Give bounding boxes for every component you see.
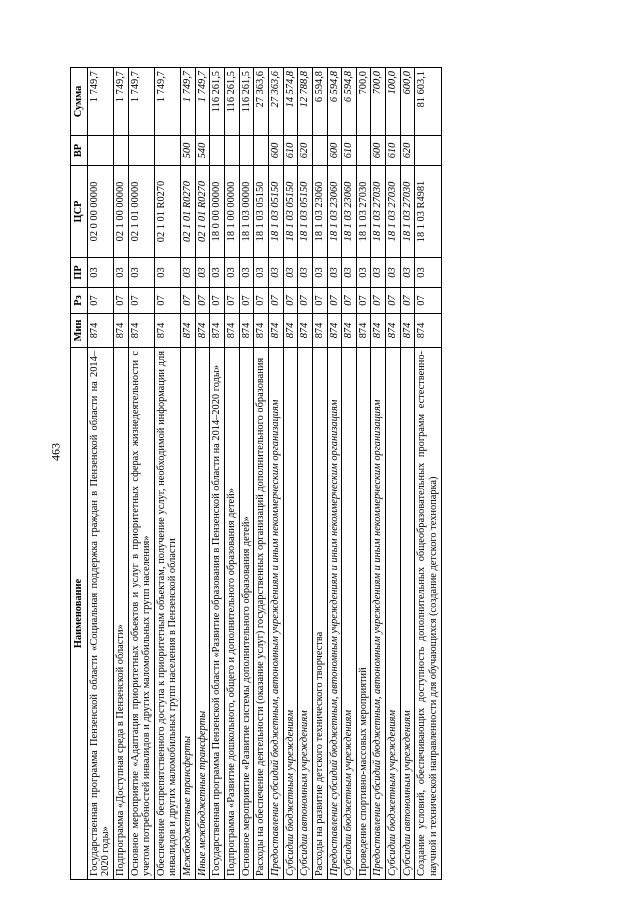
cell-vr <box>254 136 269 166</box>
cell-vr <box>312 136 327 166</box>
cell-min: 874 <box>87 314 113 348</box>
header-sum: Сумма <box>71 68 88 136</box>
cell-pr: 03 <box>400 258 415 288</box>
cell-pr: 03 <box>128 258 154 288</box>
cell-sum: 6 594,8 <box>342 68 357 136</box>
table-row <box>113 68 128 880</box>
cell-vr <box>113 136 128 166</box>
cell-pr: 03 <box>312 258 327 288</box>
cell-csr: 18 1 03 00000 <box>239 166 254 258</box>
cell-rz: 07 <box>400 288 415 314</box>
cell-pr: 03 <box>181 258 196 288</box>
cell-rz: 07 <box>154 288 180 314</box>
table-body <box>87 68 441 880</box>
cell-vr <box>415 136 441 166</box>
cell-rz: 07 <box>298 288 313 314</box>
header-vr: ВР <box>71 136 88 166</box>
cell-name: Субсидии автономным учреждениям <box>400 348 415 880</box>
cell-name: Иные межбюджетные трансферты <box>195 348 210 880</box>
table-row <box>128 68 154 880</box>
cell-sum: 12 788,8 <box>298 68 313 136</box>
cell-rz: 07 <box>268 288 283 314</box>
header-min: Мин <box>71 314 88 348</box>
cell-vr <box>210 136 225 166</box>
cell-min: 874 <box>128 314 154 348</box>
table-row <box>181 68 196 880</box>
cell-pr: 03 <box>195 258 210 288</box>
cell-name: Предоставление субсидий бюджетным, автономным учреждениям и иным некоммерческим организациям <box>327 348 342 880</box>
cell-sum: 1 749,7 <box>113 68 128 136</box>
cell-min: 874 <box>268 314 283 348</box>
cell-csr: 18 1 03 23060 <box>327 166 342 258</box>
header-rz: Рз <box>71 288 88 314</box>
cell-name: Расходы на обеспечение деятельности (оказание услуг) государственных организаций дополнительного образования <box>254 348 269 880</box>
cell-name: Подпрограмма «Развитие дошкольного, общего и дополнительного образования детей» <box>225 348 240 880</box>
cell-csr: 02 1 01 R0270 <box>154 166 180 258</box>
cell-sum: 27 363,6 <box>268 68 283 136</box>
cell-csr: 18 1 03 27030 <box>400 166 415 258</box>
cell-sum: 700,0 <box>371 68 386 136</box>
cell-rz: 07 <box>371 288 386 314</box>
cell-sum: 1 749,7 <box>87 68 113 136</box>
cell-pr: 03 <box>113 258 128 288</box>
header-name: Наименование <box>71 348 88 880</box>
cell-min: 874 <box>254 314 269 348</box>
cell-min: 874 <box>342 314 357 348</box>
cell-min: 874 <box>312 314 327 348</box>
cell-rz: 07 <box>181 288 196 314</box>
cell-sum: 14 574,8 <box>283 68 298 136</box>
cell-pr: 03 <box>225 258 240 288</box>
cell-vr: 620 <box>400 136 415 166</box>
cell-vr: 610 <box>386 136 401 166</box>
cell-sum: 6 594,8 <box>327 68 342 136</box>
table-row <box>312 68 327 880</box>
cell-csr: 02 1 00 00000 <box>113 166 128 258</box>
cell-min: 874 <box>181 314 196 348</box>
cell-name: Обеспечение беспрепятственного доступа к приоритетным объектам, получение услуг, необходимой информации для инвалидов и других маломобильных групп населения в Пензенской области <box>154 348 180 880</box>
cell-name: Проведение спортивно-массовых мероприятий <box>356 348 371 880</box>
cell-csr: 18 1 03 05150 <box>283 166 298 258</box>
cell-vr: 500 <box>181 136 196 166</box>
table-row <box>87 68 113 880</box>
cell-pr: 03 <box>386 258 401 288</box>
cell-min: 874 <box>386 314 401 348</box>
cell-sum: 27 363,6 <box>254 68 269 136</box>
cell-name: Государственная программа Пензенской области «Социальная поддержка граждан в Пензенской области на 2014–2020 годы» <box>87 348 113 880</box>
cell-csr: 18 1 03 27030 <box>371 166 386 258</box>
cell-pr: 03 <box>154 258 180 288</box>
cell-name: Подпрограмма «Доступная среда в Пензенской области» <box>113 348 128 880</box>
cell-rz: 07 <box>239 288 254 314</box>
cell-name: Государственная программа Пензенской области «Развитие образования в Пензенской области на 2014–2020 годы» <box>210 348 225 880</box>
cell-csr: 18 1 03 27030 <box>386 166 401 258</box>
cell-csr: 18 1 03 05150 <box>254 166 269 258</box>
cell-min: 874 <box>239 314 254 348</box>
cell-rz: 07 <box>356 288 371 314</box>
cell-name: Субсидии автономным учреждениям <box>298 348 313 880</box>
cell-min: 874 <box>283 314 298 348</box>
cell-csr: 02 1 01 R0270 <box>181 166 196 258</box>
cell-sum: 81 603,1 <box>415 68 441 136</box>
cell-name: Расходы на развитие детского технического творчества <box>312 348 327 880</box>
cell-vr <box>239 136 254 166</box>
cell-name: Субсидии бюджетным учреждениям <box>386 348 401 880</box>
rotated-page-content <box>70 68 582 880</box>
table-row <box>356 68 371 880</box>
cell-vr <box>225 136 240 166</box>
cell-rz: 07 <box>113 288 128 314</box>
cell-sum: 1 749,7 <box>195 68 210 136</box>
cell-csr: 02 0 00 00000 <box>87 166 113 258</box>
cell-vr <box>87 136 113 166</box>
cell-rz: 07 <box>195 288 210 314</box>
cell-min: 874 <box>195 314 210 348</box>
cell-pr: 03 <box>87 258 113 288</box>
table-row <box>239 68 254 880</box>
cell-pr: 03 <box>342 258 357 288</box>
cell-csr: 02 1 01 R0270 <box>195 166 210 258</box>
table-row <box>327 68 342 880</box>
cell-sum: 600,0 <box>400 68 415 136</box>
cell-csr: 02 1 01 00000 <box>128 166 154 258</box>
cell-vr: 610 <box>283 136 298 166</box>
table-row <box>400 68 415 880</box>
cell-vr <box>154 136 180 166</box>
table-row <box>268 68 283 880</box>
cell-vr <box>128 136 154 166</box>
cell-min: 874 <box>356 314 371 348</box>
cell-sum: 116 261,5 <box>210 68 225 136</box>
cell-rz: 07 <box>128 288 154 314</box>
cell-name: Основное мероприятие «Адаптация приоритетных объектов и услуг в приоритетных сферах жизнедеятельности с учетом потребностей инвалидов и других маломобильных групп населения» <box>128 348 154 880</box>
table-header-row <box>71 68 88 880</box>
cell-sum: 6 594,8 <box>312 68 327 136</box>
cell-rz: 07 <box>87 288 113 314</box>
cell-name: Межбюджетные трансферты <box>181 348 196 880</box>
table-row <box>210 68 225 880</box>
cell-vr: 620 <box>298 136 313 166</box>
cell-csr: 18 1 03 23060 <box>312 166 327 258</box>
table-row <box>386 68 401 880</box>
cell-pr: 03 <box>254 258 269 288</box>
cell-name: Субсидии бюджетным учреждениям <box>342 348 357 880</box>
cell-rz: 07 <box>327 288 342 314</box>
cell-name: Создание условий, обеспечивающих доступность дополнительных общеобразовательных программ естественно-научной и технической направленности для обучающихся (создание детского технопарка) <box>415 348 441 880</box>
table-row <box>154 68 180 880</box>
cell-name: Основное мероприятие «Развитие системы дополнительного образования детей» <box>239 348 254 880</box>
cell-csr: 18 0 00 00000 <box>210 166 225 258</box>
cell-pr: 03 <box>327 258 342 288</box>
cell-pr: 03 <box>298 258 313 288</box>
cell-min: 874 <box>225 314 240 348</box>
budget-table <box>70 67 442 880</box>
cell-rz: 07 <box>415 288 441 314</box>
cell-name: Предоставление субсидий бюджетным, автономным учреждениям и иным некоммерческим организациям <box>371 348 386 880</box>
cell-vr: 600 <box>268 136 283 166</box>
cell-name: Предоставление субсидий бюджетным, автономным учреждениям и иным некоммерческим организациям <box>268 348 283 880</box>
table-row <box>298 68 313 880</box>
table-row <box>225 68 240 880</box>
cell-rz: 07 <box>312 288 327 314</box>
cell-rz: 07 <box>210 288 225 314</box>
cell-vr: 610 <box>342 136 357 166</box>
cell-rz: 07 <box>254 288 269 314</box>
table-row <box>342 68 357 880</box>
cell-min: 874 <box>415 314 441 348</box>
cell-min: 874 <box>371 314 386 348</box>
cell-sum: 1 749,7 <box>154 68 180 136</box>
cell-min: 874 <box>113 314 128 348</box>
cell-csr: 18 1 03 05150 <box>298 166 313 258</box>
cell-min: 874 <box>298 314 313 348</box>
cell-pr: 03 <box>356 258 371 288</box>
page-number-text: 463 <box>48 443 63 461</box>
table-row <box>254 68 269 880</box>
cell-min: 874 <box>210 314 225 348</box>
cell-pr: 03 <box>283 258 298 288</box>
cell-sum: 116 261,5 <box>225 68 240 136</box>
cell-sum: 1 749,7 <box>181 68 196 136</box>
cell-csr: 18 1 03 05150 <box>268 166 283 258</box>
table-row <box>415 68 441 880</box>
cell-pr: 03 <box>239 258 254 288</box>
cell-name: Субсидии бюджетным учреждениям <box>283 348 298 880</box>
cell-pr: 03 <box>415 258 441 288</box>
cell-pr: 03 <box>210 258 225 288</box>
cell-min: 874 <box>327 314 342 348</box>
cell-rz: 07 <box>386 288 401 314</box>
cell-rz: 07 <box>342 288 357 314</box>
header-pr: ПР <box>71 258 88 288</box>
cell-min: 874 <box>154 314 180 348</box>
cell-vr <box>356 136 371 166</box>
cell-sum: 700,0 <box>356 68 371 136</box>
cell-csr: 18 1 03 27030 <box>356 166 371 258</box>
table-row <box>283 68 298 880</box>
table-row <box>195 68 210 880</box>
cell-csr: 18 1 00 00000 <box>225 166 240 258</box>
cell-vr: 540 <box>195 136 210 166</box>
cell-pr: 03 <box>268 258 283 288</box>
cell-csr: 18 1 03 23060 <box>342 166 357 258</box>
cell-csr: 18 1 03 R4981 <box>415 166 441 258</box>
table-row <box>371 68 386 880</box>
cell-min: 874 <box>400 314 415 348</box>
cell-pr: 03 <box>371 258 386 288</box>
cell-sum: 1 749,7 <box>128 68 154 136</box>
cell-vr: 600 <box>327 136 342 166</box>
cell-sum: 100,0 <box>386 68 401 136</box>
cell-rz: 07 <box>283 288 298 314</box>
cell-vr: 600 <box>371 136 386 166</box>
cell-rz: 07 <box>225 288 240 314</box>
cell-sum: 116 261,5 <box>239 68 254 136</box>
header-csr: ЦСР <box>71 166 88 258</box>
